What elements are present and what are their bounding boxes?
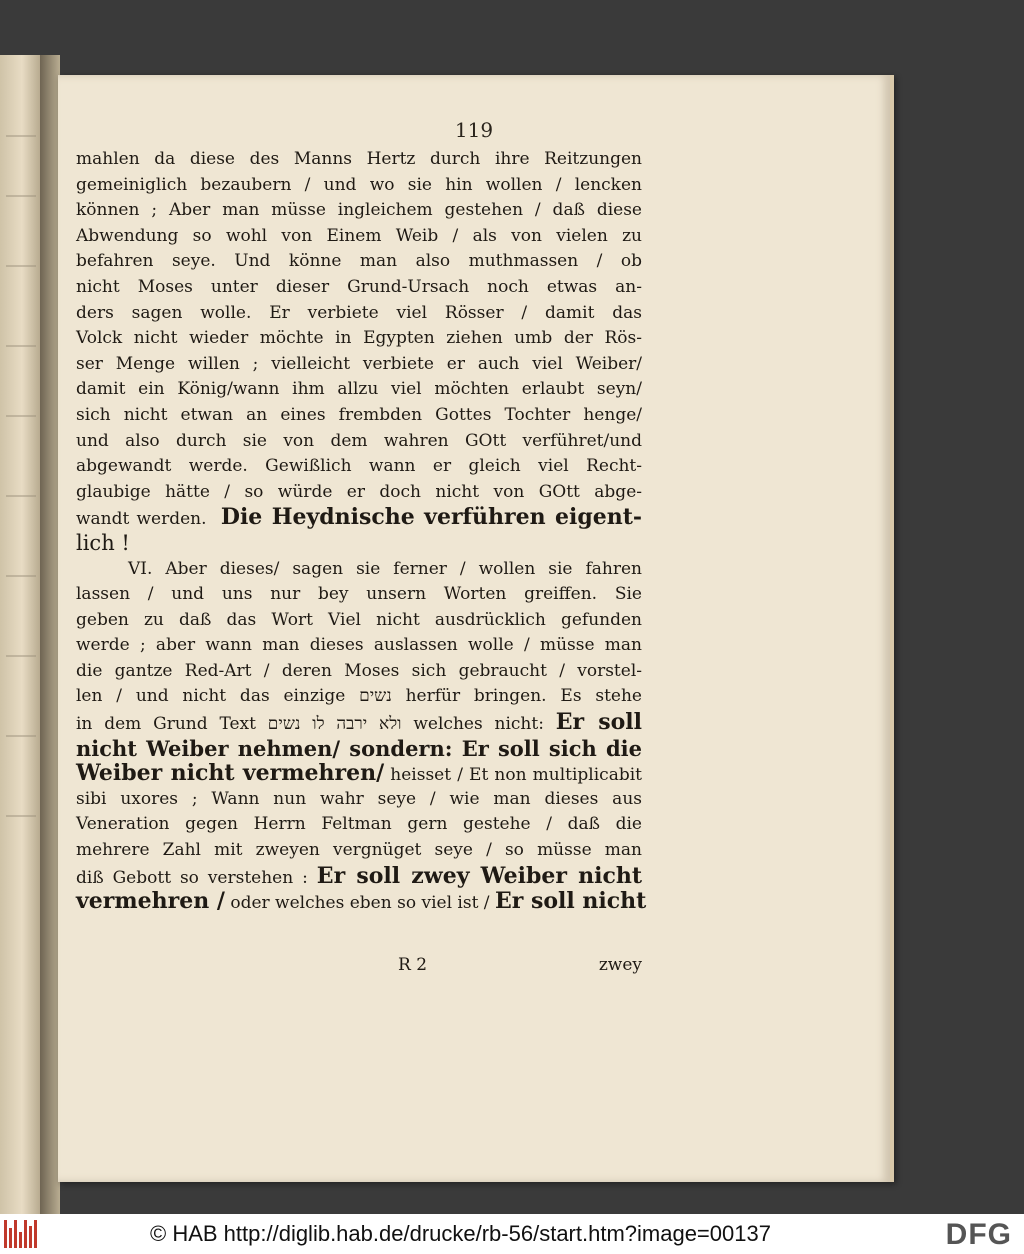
text-segment: wandt werden. bbox=[76, 509, 207, 530]
text-line: VI. Aber dieses/ sagen sie ferner / wollen sie fahren bbox=[128, 558, 642, 579]
signature-mark: R 2 bbox=[398, 955, 428, 975]
emphasis-text: vermehren / bbox=[76, 888, 225, 915]
text-line: die gantze Red-Art / deren Moses sich gebraucht / vorstel- bbox=[76, 660, 642, 681]
text-line: sich nicht etwan an eines frembden Gottes Tochter henge/ bbox=[76, 404, 642, 425]
text-line bbox=[76, 505, 642, 531]
text-line bbox=[76, 888, 647, 915]
text-line bbox=[76, 864, 642, 890]
text-line: werde ; aber wann man dieses auslassen wolle / müsse man bbox=[76, 635, 642, 656]
text-line: sibi uxores ; Wann nun wahr seye / wie man dieses aus bbox=[76, 788, 642, 809]
emphasis-text: Er soll nicht bbox=[494, 888, 647, 915]
text-line: geben zu daß das Wort Viel nicht ausdrücklich gefunden bbox=[76, 609, 642, 630]
body-text bbox=[76, 147, 647, 915]
text-segment: in dem Grund Text bbox=[76, 714, 256, 735]
text-line bbox=[76, 710, 642, 736]
dfg-logo: DFG bbox=[945, 1218, 1012, 1251]
copyright-link[interactable]: © HAB http://diglib.hab.de/drucke/rb-56/start.htm?image=00137 bbox=[150, 1221, 771, 1246]
text-line: damit ein König/wann ihm allzu viel möchten erlaubt seyn/ bbox=[76, 379, 642, 400]
text-line: Abwendung so wohl von Einem Weib / als von vielen zu bbox=[76, 225, 642, 246]
text-line: abgewandt werde. Gewißlich wann er gleich viel Recht- bbox=[76, 456, 642, 477]
text-line: und also durch sie von dem wahren GOtt verführet/und bbox=[76, 430, 642, 451]
text-line: lassen / und uns nur bey unsern Worten greiffen. Sie bbox=[76, 584, 642, 605]
text-line: können ; Aber man müsse ingleichem gestehen / daß diese bbox=[76, 200, 642, 221]
hebrew-text: ולא ירבה לו נשים bbox=[267, 714, 402, 735]
text-line: len / und nicht das einzige נשים herfür bringen. Es stehe bbox=[76, 686, 642, 707]
emphasis-text: Er soll bbox=[555, 709, 643, 736]
text-line: ser Menge willen ; vielleicht verbiete er auch viel Weiber/ bbox=[76, 353, 642, 374]
book-gutter bbox=[40, 55, 60, 1215]
text-line: mehrere Zahl mit zweyen vergnüget seye / so müsse man bbox=[76, 840, 642, 861]
signature-row bbox=[76, 955, 642, 979]
text-line: nicht Moses unter dieser Grund-Ursach noch etwas an- bbox=[76, 276, 642, 297]
text-line: glaubige hätte / so würde er doch nicht von GOtt abge- bbox=[76, 481, 642, 502]
catchword: zwey bbox=[598, 955, 642, 975]
text-line: lich ! bbox=[76, 530, 130, 555]
text-line: mahlen da diese des Manns Hertz durch ihre Reitzungen bbox=[76, 149, 642, 169]
book-page bbox=[58, 75, 894, 1182]
text-line: nicht Weiber nehmen/ sondern: Er soll sich die bbox=[76, 735, 642, 761]
text-segment: welches nicht: bbox=[413, 714, 544, 735]
hab-logo-icon bbox=[4, 1220, 38, 1248]
text-line: ders sagen wolle. Er verbiete viel Rösser / damit das bbox=[76, 302, 642, 323]
text-segment: heisset / Et non multiplicabit bbox=[390, 765, 642, 786]
text-line: Veneration gegen Herrn Feltman gern gestehe / daß die bbox=[76, 814, 642, 835]
footer-bar bbox=[0, 1214, 1024, 1254]
emphasis-text: Er soll zwey Weiber nicht bbox=[316, 862, 643, 889]
text-line: Volck nicht wieder möchte in Egypten ziehen umb der Rös- bbox=[76, 328, 642, 349]
text-segment: oder welches eben so viel ist / bbox=[230, 893, 490, 914]
text-segment: diß Gebott so verstehen : bbox=[76, 867, 308, 888]
text-line: gemeiniglich bezaubern / und wo sie hin wollen / lencken bbox=[76, 174, 642, 195]
previous-page-edge bbox=[0, 55, 40, 1215]
emphasis-text: Die Heydnische verführen eigent- bbox=[220, 504, 643, 531]
text-line: befahren seye. Und könne man also muthmassen / ob bbox=[76, 251, 642, 272]
text-line bbox=[76, 761, 642, 787]
emphasis-text: Weiber nicht vermehren/ bbox=[76, 760, 385, 787]
page-number: 119 bbox=[454, 118, 494, 142]
